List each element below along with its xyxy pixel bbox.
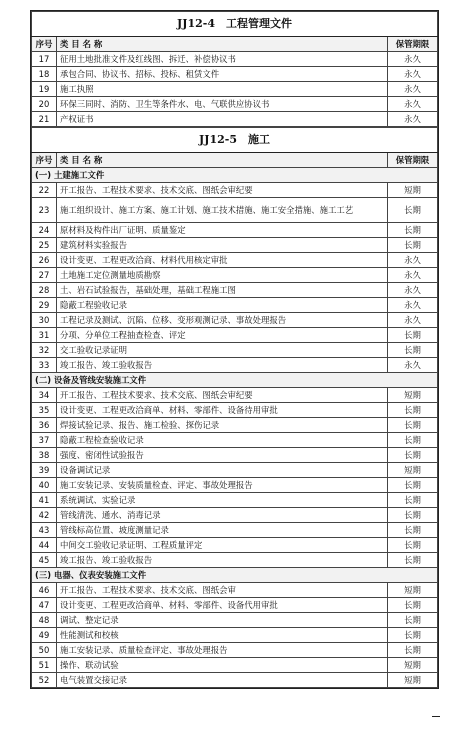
row-number: 52 <box>32 673 57 688</box>
row-period: 长期 <box>387 643 437 658</box>
row-name: 操作、联动试验 <box>57 658 388 673</box>
row-name: 产权证书 <box>57 112 388 127</box>
group-label: (一) 土建施工文件 <box>32 168 438 183</box>
row-period: 短期 <box>387 583 437 598</box>
table-row <box>32 82 438 97</box>
row-number: 22 <box>32 183 57 198</box>
row-number: 26 <box>32 253 57 268</box>
row-number: 24 <box>32 223 57 238</box>
row-period: 长期 <box>387 198 437 223</box>
table-row <box>32 223 438 238</box>
table-row <box>32 478 438 493</box>
row-period: 永久 <box>387 313 437 328</box>
row-name: 分项、分单位工程抽查检查、评定 <box>57 328 388 343</box>
table-row <box>32 268 438 283</box>
table-row <box>32 238 438 253</box>
row-period: 长期 <box>387 433 437 448</box>
row-period: 长期 <box>387 403 437 418</box>
group-header <box>32 168 438 183</box>
row-name: 设备调试记录 <box>57 463 388 478</box>
row-period: 永久 <box>387 52 437 67</box>
table-row <box>32 388 438 403</box>
table-row <box>32 493 438 508</box>
row-period: 永久 <box>387 112 437 127</box>
header-no: 序号 <box>32 37 57 52</box>
row-name: 竣工报告、竣工验收报告 <box>57 553 388 568</box>
table-row <box>32 673 438 688</box>
table-row <box>32 538 438 553</box>
row-period: 永久 <box>387 253 437 268</box>
row-period: 长期 <box>387 478 437 493</box>
table-row <box>32 463 438 478</box>
row-name: 征用土地批准文件及红线图、拆迁、补偿协议书 <box>57 52 388 67</box>
row-number: 37 <box>32 433 57 448</box>
row-name: 强度、密闭性试验报告 <box>57 448 388 463</box>
table-row <box>32 198 438 223</box>
row-number: 44 <box>32 538 57 553</box>
row-period: 永久 <box>387 82 437 97</box>
table-row <box>32 183 438 198</box>
row-name: 管线标高位置、坡度测量记录 <box>57 523 388 538</box>
row-name: 施工组织设计、施工方案、施工计划、施工技术措施、施工安全措施、施工工艺 <box>57 198 388 223</box>
row-period: 长期 <box>387 628 437 643</box>
row-name: 设计变更、工程更改洽商、材料代用核定审批 <box>57 253 388 268</box>
row-period: 永久 <box>387 268 437 283</box>
group-label: (三) 电器、仪表安装施工文件 <box>32 568 438 583</box>
row-name: 开工报告、工程技术要求、技术交底、图纸会审 <box>57 583 388 598</box>
row-number: 46 <box>32 583 57 598</box>
header-period: 保管期限 <box>387 37 437 52</box>
row-name: 电气装置交接记录 <box>57 673 388 688</box>
row-period: 长期 <box>387 328 437 343</box>
row-period: 长期 <box>387 613 437 628</box>
row-name: 环保三同时、消防、卫生等条件水、电、气联供应协议书 <box>57 97 388 112</box>
row-period: 长期 <box>387 553 437 568</box>
page-edge-mark <box>432 716 440 717</box>
row-name: 施工安装记录、质量检查评定、事故处理报告 <box>57 643 388 658</box>
row-period: 长期 <box>387 418 437 433</box>
row-name: 土、岩石试验报告，基础处理，基础工程施工图 <box>57 283 388 298</box>
header-no: 序号 <box>32 153 57 168</box>
row-name: 交工验收记录证明 <box>57 343 388 358</box>
row-name: 管线清洗、通水、消毒记录 <box>57 508 388 523</box>
row-period: 长期 <box>387 448 437 463</box>
row-number: 32 <box>32 343 57 358</box>
row-period: 长期 <box>387 343 437 358</box>
row-period: 短期 <box>387 388 437 403</box>
table-row <box>32 598 438 613</box>
row-number: 42 <box>32 508 57 523</box>
row-name: 中间交工验收记录证明、工程质量评定 <box>57 538 388 553</box>
row-number: 39 <box>32 463 57 478</box>
row-number: 51 <box>32 658 57 673</box>
table-row <box>32 328 438 343</box>
table-row <box>32 298 438 313</box>
header-name: 类 目 名 称 <box>57 37 388 52</box>
table-row <box>32 253 438 268</box>
row-number: 49 <box>32 628 57 643</box>
table-row <box>32 283 438 298</box>
row-number: 43 <box>32 523 57 538</box>
row-name: 调试、整定记录 <box>57 613 388 628</box>
row-number: 17 <box>32 52 57 67</box>
group-label: (二) 设备及管线安装施工文件 <box>32 373 438 388</box>
row-period: 永久 <box>387 283 437 298</box>
archive-sheet <box>30 10 439 689</box>
row-name: 施工执照 <box>57 82 388 97</box>
row-number: 28 <box>32 283 57 298</box>
row-number: 31 <box>32 328 57 343</box>
table-row <box>32 403 438 418</box>
section1-table <box>31 11 438 127</box>
row-period: 永久 <box>387 67 437 82</box>
table-row <box>32 613 438 628</box>
row-name: 设计变更、工程更改洽商单、材料、零部件、设备待用审批 <box>57 403 388 418</box>
row-number: 48 <box>32 613 57 628</box>
row-number: 19 <box>32 82 57 97</box>
table-row <box>32 97 438 112</box>
table-row <box>32 658 438 673</box>
row-name: 工程记录及测试、沉陷、位移、变形观测记录、事故处理报告 <box>57 313 388 328</box>
table-row <box>32 508 438 523</box>
row-period: 长期 <box>387 238 437 253</box>
row-period: 短期 <box>387 673 437 688</box>
row-period: 长期 <box>387 508 437 523</box>
table-row <box>32 628 438 643</box>
row-period: 永久 <box>387 298 437 313</box>
table-row <box>32 583 438 598</box>
table-row <box>32 67 438 82</box>
row-number: 27 <box>32 268 57 283</box>
row-name: 开工报告、工程技术要求、技术交底、图纸会审纪要 <box>57 183 388 198</box>
row-number: 47 <box>32 598 57 613</box>
row-period: 永久 <box>387 97 437 112</box>
row-name: 性能测试和校核 <box>57 628 388 643</box>
row-period: 长期 <box>387 598 437 613</box>
row-number: 40 <box>32 478 57 493</box>
row-name: 竣工报告、竣工验收报告 <box>57 358 388 373</box>
table-row <box>32 343 438 358</box>
row-name: 隐蔽工程验收记录 <box>57 298 388 313</box>
row-number: 36 <box>32 418 57 433</box>
row-name: 系统调试、实验记录 <box>57 493 388 508</box>
row-name: 建筑材料实验报告 <box>57 238 388 253</box>
row-name: 开工报告、工程技术要求、技术交底、图纸会审纪要 <box>57 388 388 403</box>
row-number: 21 <box>32 112 57 127</box>
row-period: 长期 <box>387 493 437 508</box>
row-number: 41 <box>32 493 57 508</box>
section2-table <box>31 127 438 688</box>
row-name: 承包合同、协议书、招标、投标、租赁文件 <box>57 67 388 82</box>
table-row <box>32 418 438 433</box>
table-row <box>32 553 438 568</box>
row-number: 23 <box>32 198 57 223</box>
table-row <box>32 433 438 448</box>
group-header <box>32 568 438 583</box>
table-row <box>32 643 438 658</box>
header-period: 保管期限 <box>387 153 437 168</box>
row-name: 土地施工定位测量地质勘察 <box>57 268 388 283</box>
row-number: 18 <box>32 67 57 82</box>
row-number: 50 <box>32 643 57 658</box>
table-row <box>32 358 438 373</box>
row-period: 长期 <box>387 523 437 538</box>
table-row <box>32 448 438 463</box>
row-number: 35 <box>32 403 57 418</box>
row-period: 长期 <box>387 223 437 238</box>
row-period: 短期 <box>387 658 437 673</box>
section1-title: JJ12-4 工程管理文件 <box>32 12 438 37</box>
section2-title: JJ12-5 施工 <box>32 128 438 153</box>
group-header <box>32 373 438 388</box>
row-period: 短期 <box>387 463 437 478</box>
row-name: 隐蔽工程检查验收记录 <box>57 433 388 448</box>
row-period: 长期 <box>387 538 437 553</box>
row-name: 施工安装记录、安装质量检查、评定、事故处理报告 <box>57 478 388 493</box>
row-number: 20 <box>32 97 57 112</box>
row-period: 短期 <box>387 183 437 198</box>
row-period: 永久 <box>387 358 437 373</box>
header-name: 类 目 名 称 <box>57 153 388 168</box>
table-row <box>32 52 438 67</box>
row-number: 25 <box>32 238 57 253</box>
row-number: 34 <box>32 388 57 403</box>
table-row <box>32 523 438 538</box>
row-name: 原材料及构件出厂证明、质量鉴定 <box>57 223 388 238</box>
row-number: 38 <box>32 448 57 463</box>
row-number: 45 <box>32 553 57 568</box>
row-number: 29 <box>32 298 57 313</box>
row-number: 30 <box>32 313 57 328</box>
row-name: 设计变更、工程更改洽商单、材料、零部件、设备代用审批 <box>57 598 388 613</box>
row-number: 33 <box>32 358 57 373</box>
row-name: 焊接试验记录、报告、施工检验、探伤记录 <box>57 418 388 433</box>
table-row <box>32 112 438 127</box>
table-row <box>32 313 438 328</box>
